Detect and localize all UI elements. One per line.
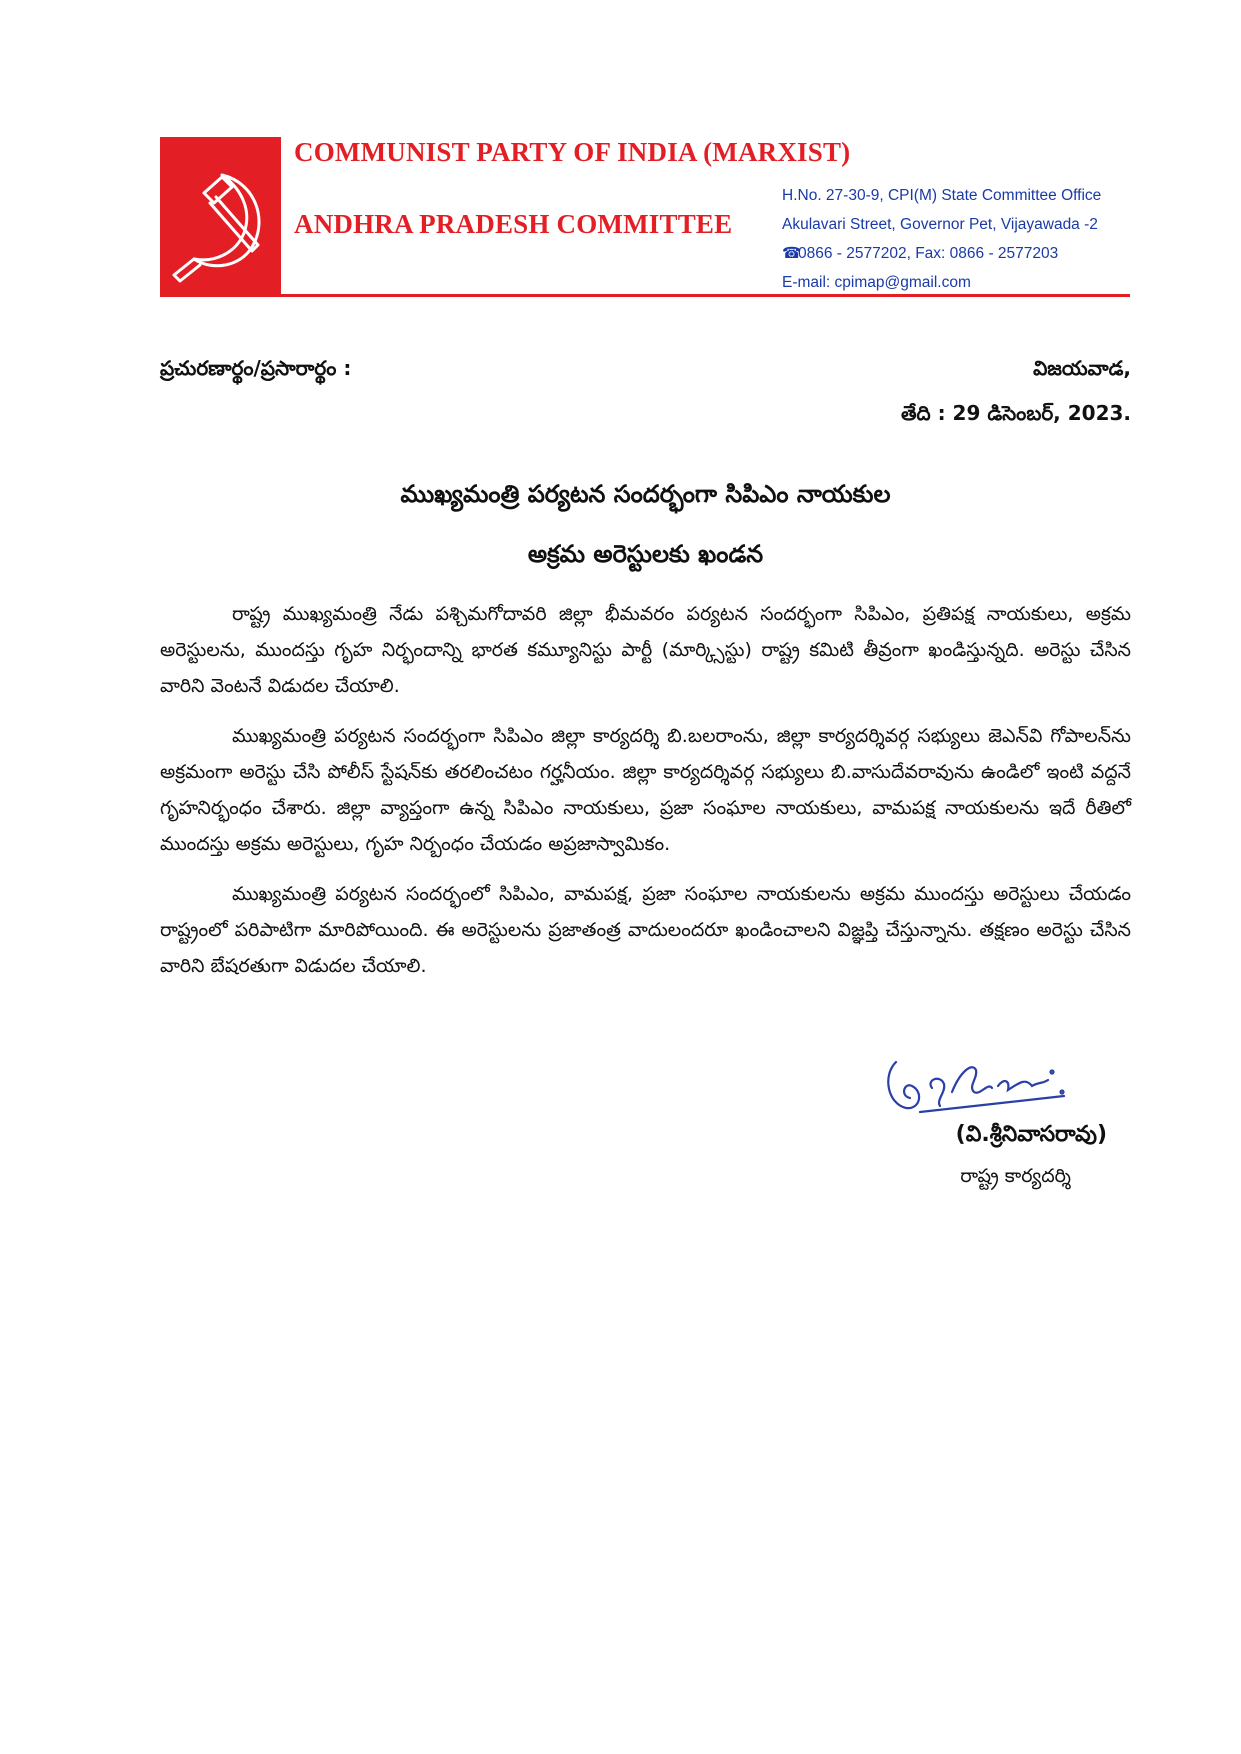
signatory-name: (వి.శ్రీనివాసరావు) (955, 1122, 1107, 1147)
letterhead-divider (281, 294, 1130, 297)
date: తేది : 29 డిసెంబర్, 2023. (900, 401, 1131, 425)
address-line1: H.No. 27-30-9, CPI(M) State Committee Office (782, 187, 1102, 204)
handwritten-signature (880, 1052, 1070, 1122)
release-label: ప్రచురణార్థం/ప్రసారార్థం : (160, 356, 352, 380)
telephone-icon: ☎ (782, 245, 802, 262)
hammer-sickle-icon (160, 137, 281, 297)
address-line2: Akulavari Street, Governor Pet, Vijayawada -2 (782, 216, 1098, 233)
phone-row (782, 239, 1101, 268)
office-address (782, 181, 1101, 297)
title-line1: ముఖ్యమంత్రి పర్యటన సందర్భంగా సిపిఎం నాయకుల (400, 480, 891, 508)
title-line2: అక్రమ అరెస్టులకు ఖండన (527, 540, 764, 568)
paragraph-1: రాష్ట్ర ముఖ్యమంత్రి నేడు పశ్చిమగోదావరి జిల్లా భీమవరం పర్యటన సందర్భంగా సిపిఎం, ప్రతిపక్ష నాయకులు, అక్రమ అరెస్టులను, ముందస్తు గృహ నిర్భందాన్ని భారత కమ్యూనిస్టు పార్టీ (మార్క్సిస్టు) రాష్ట్ర కమిటి తీవ్రంగా ఖండిస్తున్నది. అరెస్టు చేసిన వారిని వెంటనే విడుదల చేయాలి. (160, 603, 1131, 697)
phone-line: 0866 - 2577202, Fax: 0866 - 2577203 (798, 245, 1059, 262)
email-line: E-mail: cpimap@gmail.com (782, 274, 971, 291)
paragraph-3: ముఖ్యమంత్రి పర్యటన సందర్భంలో సిపిఎం, వామపక్ష, ప్రజా సంఘాల నాయకులను అక్రమ ముందస్తు అరెస్టులు చేయడం రాష్ట్రంలో పరిపాటిగా మారిపోయింది. ఈ అరెస్టులను ప్రజాతంత్ర వాదులందరూ ఖండించాలని విజ్ఞప్తి చేస్తున్నాను. తక్షణం అరెస్టు చేసిన వారిని బేషరతుగా విడుదల చేయాలి. (160, 883, 1131, 977)
press-release-body (160, 596, 1131, 998)
org-name-line2: ANDHRA PRADESH COMMITTEE (294, 209, 733, 239)
place: విజయవాడ, (1033, 356, 1131, 380)
letterhead (160, 137, 1130, 297)
org-name-line1: COMMUNIST PARTY OF INDIA (MARXIST) (294, 137, 851, 167)
party-logo (160, 137, 281, 297)
paragraph-2: ముఖ్యమంత్రి పర్యటన సందర్భంగా సిపిఎం జిల్లా కార్యదర్శి బి.బలరాంను, జిల్లా కార్యదర్శివర్గ సభ్యులు జెఎన్‌వి గోపాలన్‌ను అక్రమంగా అరెస్టు చేసి పోలీస్ స్టేషన్‌కు తరలించటం గర్హనీయం. జిల్లా కార్యదర్శివర్గ సభ్యులు బి.వాసుదేవరావును ఉండిలో ఇంటి వద్దనే గృహనిర్భంధం చేశారు. జిల్లా వ్యాప్తంగా ఉన్న సిపిఎం నాయకులు, ప్రజా సంఘాల నాయకులు, వామపక్ష నాయకులను ఇదే రీతిలో ముందస్తు అక్రమ అరెస్టులు, గృహ నిర్బంధం చేయడం అప్రజాస్వామికం. (160, 725, 1131, 855)
signatory-designation: రాష్ట్ర కార్యదర్శి (960, 1165, 1071, 1187)
